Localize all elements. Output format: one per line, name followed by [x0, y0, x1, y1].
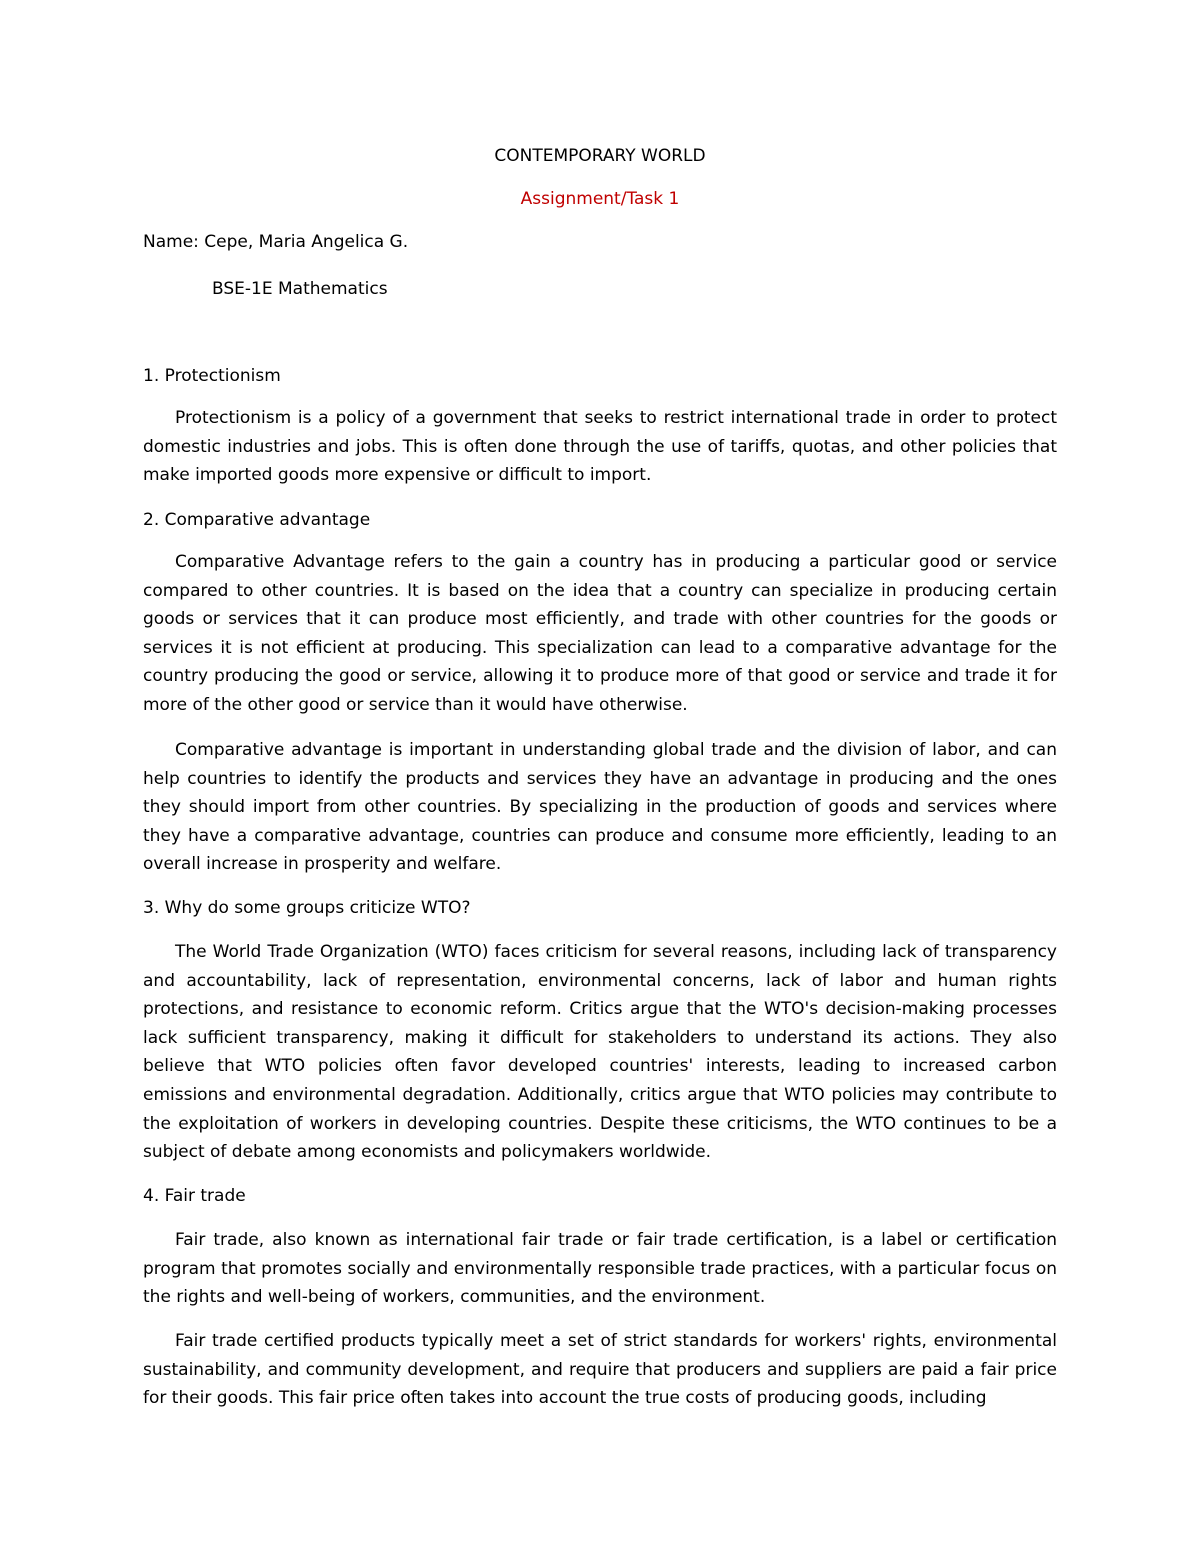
section-heading-comparative-advantage: 2. Comparative advantage	[143, 510, 371, 530]
section-heading-fair-trade: 4. Fair trade	[143, 1186, 246, 1206]
paragraph-fair-trade-1: Fair trade, also known as international fair trade or fair trade certification, is a label or certification program that promotes socially and environmentally responsible trade practices, with a particular focus on the rights and well-being of workers, communities, and the environment.	[143, 1230, 1057, 1308]
student-program: BSE-1E Mathematics	[212, 279, 388, 299]
paragraph-comparative-advantage-1: Comparative Advantage refers to the gain a country has in producing a particular good or service compared to other countries. It is based on the idea that a country can specialize in producing certain goods or services that it can produce most efficiently, and trade with other countries for the goods or services it is not efficient at producing. This specialization can lead to a comparative advantage for the country producing the good or service, allowing it to produce more of that good or service and trade it for more of the other good or service than it would have otherwise.	[143, 552, 1057, 715]
document-title: CONTEMPORARY WORLD	[494, 146, 706, 166]
paragraph-fair-trade-2: Fair trade certified products typically meet a set of strict standards for workers' rights, environmental sustainability, and community development, and require that producers and suppliers are paid a fair price for their goods. This fair price often takes into account the true costs of producing goods, including	[143, 1331, 1057, 1409]
section-heading-wto-criticism: 3. Why do some groups criticize WTO?	[143, 898, 471, 918]
paragraph-wto-criticism: The World Trade Organization (WTO) faces criticism for several reasons, including lack of transparency and accountability, lack of representation, environmental concerns, lack of labor and human rights protections, and resistance to economic reform. Critics argue that the WTO's decision-making processes lack sufficient transparency, making it difficult for stakeholders to understand its actions. They also believe that WTO policies often favor developed countries' interests, leading to increased carbon emissions and environmental degradation. Additionally, critics argue that WTO policies may contribute to the exploitation of workers in developing countries. Despite these criticisms, the WTO continues to be a subject of debate among economists and policymakers worldwide.	[143, 942, 1057, 1163]
document-subtitle: Assignment/Task 1	[520, 189, 680, 209]
student-name: Name: Cepe, Maria Angelica G.	[143, 232, 409, 252]
paragraph-comparative-advantage-2: Comparative advantage is important in understanding global trade and the division of labor, and can help countries to identify the products and services they have an advantage in producing and the ones they should import from other countries. By specializing in the production of goods and services where they have a comparative advantage, countries can produce and consume more efficiently, leading to an overall increase in prosperity and welfare.	[143, 740, 1057, 875]
paragraph-protectionism: Protectionism is a policy of a government that seeks to restrict international trade in order to protect domestic industries and jobs. This is often done through the use of tariffs, quotas, and other policies that make imported goods more expensive or difficult to import.	[143, 408, 1057, 486]
section-heading-protectionism: 1. Protectionism	[143, 366, 281, 386]
